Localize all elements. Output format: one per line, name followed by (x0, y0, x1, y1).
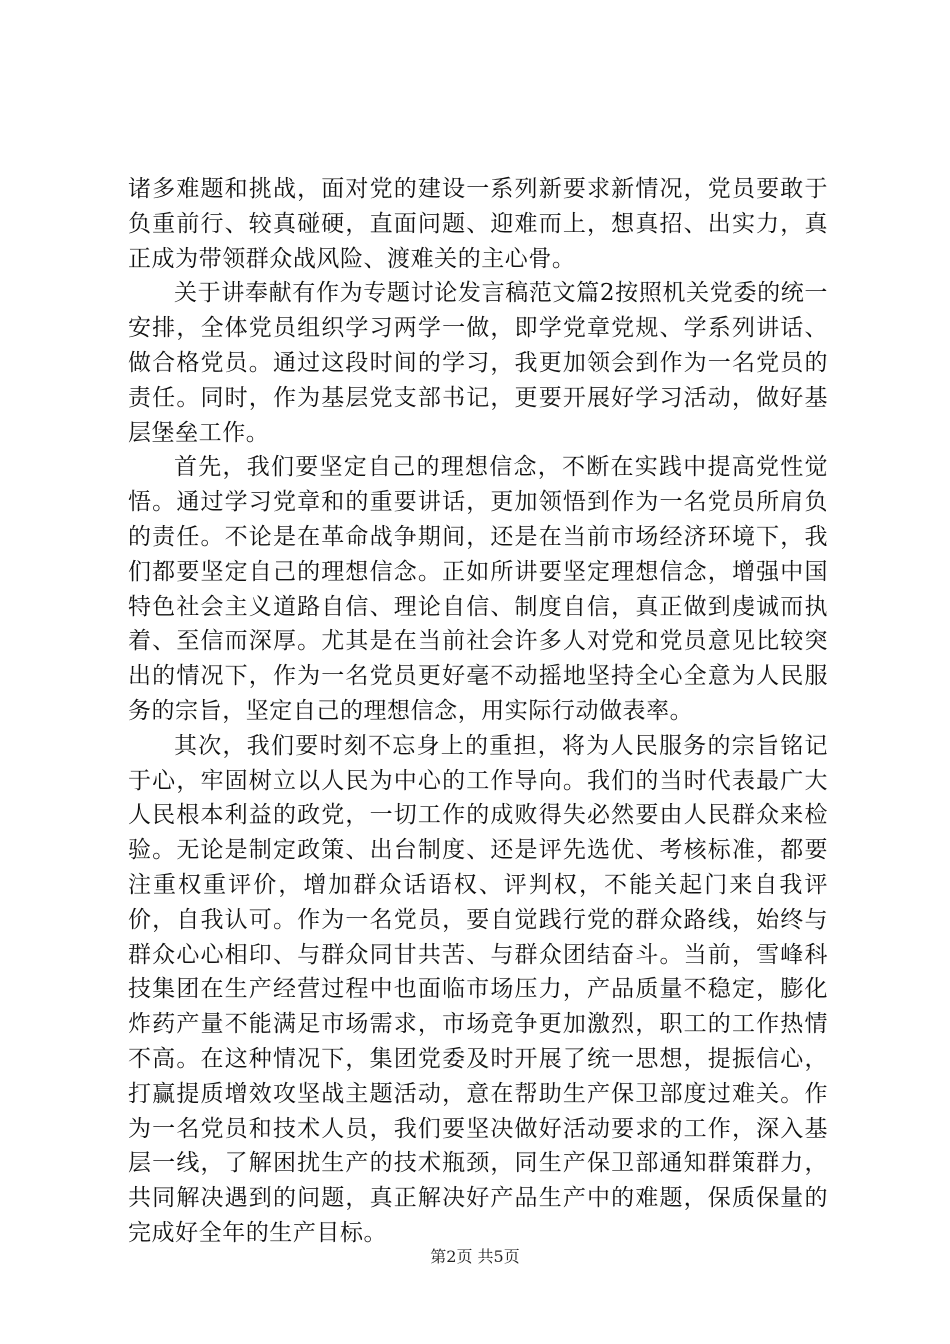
document-body (128, 172, 828, 1251)
page-number-footer: 第2页 共5页 (430, 1247, 520, 1266)
paragraph-speech-intro: 关于讲奉献有作为专题讨论发言稿范文篇2按照机关党委的统一安排，全体党员组织学习两学一做，即学党章党规、学系列讲话、做合格党员。通过这段时间的学习，我更加领会到作为一名党员的责任。同时，作为基层党支部书记，更要开展好学习活动，做好基层堡垒工作。 (128, 280, 828, 446)
paragraph-first-point: 首先，我们要坚定自己的理想信念，不断在实践中提高党性觉悟。通过学习党章和的重要讲话，更加领悟到作为一名党员所肩负的责任。不论是在革命战争期间，还是在当前市场经济环境下，我们都要坚定自己的理想信念。正如所讲要坚定理想信念，增强中国特色社会主义道路自信、理论自信、制度自信，真正做到虔诚而执着、至信而深厚。尤其是在当前社会许多人对党和党员意见比较突出的情况下，作为一名党员更好毫不动摇地坚持全心全意为人民服务的宗旨，坚定自己的理想信念，用实际行动做表率。 (128, 454, 828, 724)
paragraph-continuation: 诸多难题和挑战，面对党的建设一系列新要求新情况，党员要敢于负重前行、较真碰硬，直面问题、迎难而上，想真招、出实力，真正成为带领群众战风险、渡难关的主心骨。 (128, 176, 828, 272)
paragraph-second-point: 其次，我们要时刻不忘身上的重担，将为人民服务的宗旨铭记于心，牢固树立以人民为中心的工作导向。我们的当时代表最广大人民根本利益的政党，一切工作的成败得失必然要由人民群众来检验。无论是制定政策、出台制度、还是评先选优、考核标准，都要注重权重评价，增加群众话语权、评判权，不能关起门来自我评价，自我认可。作为一名党员，要自觉践行党的群众路线，始终与群众心心相印、与群众同甘共苦、与群众团结奋斗。当前，雪峰科技集团在生产经营过程中也面临市场压力，产品质量不稳定，膨化炸药产量不能满足市场需求，市场竞争更加激烈，职工的工作热情不高。在这种情况下，集团党委及时开展了统一思想，提振信心，打赢提质增效攻坚战主题活动，意在帮助生产保卫部度过难关。作为一名党员和技术人员，我们要坚决做好活动要求的工作，深入基层一线，了解困扰生产的技术瓶颈，同生产保卫部通知群策群力，共同解决遇到的问题，真正解决好产品生产中的难题，保质保量的完成好全年的生产目标。 (128, 732, 828, 1246)
